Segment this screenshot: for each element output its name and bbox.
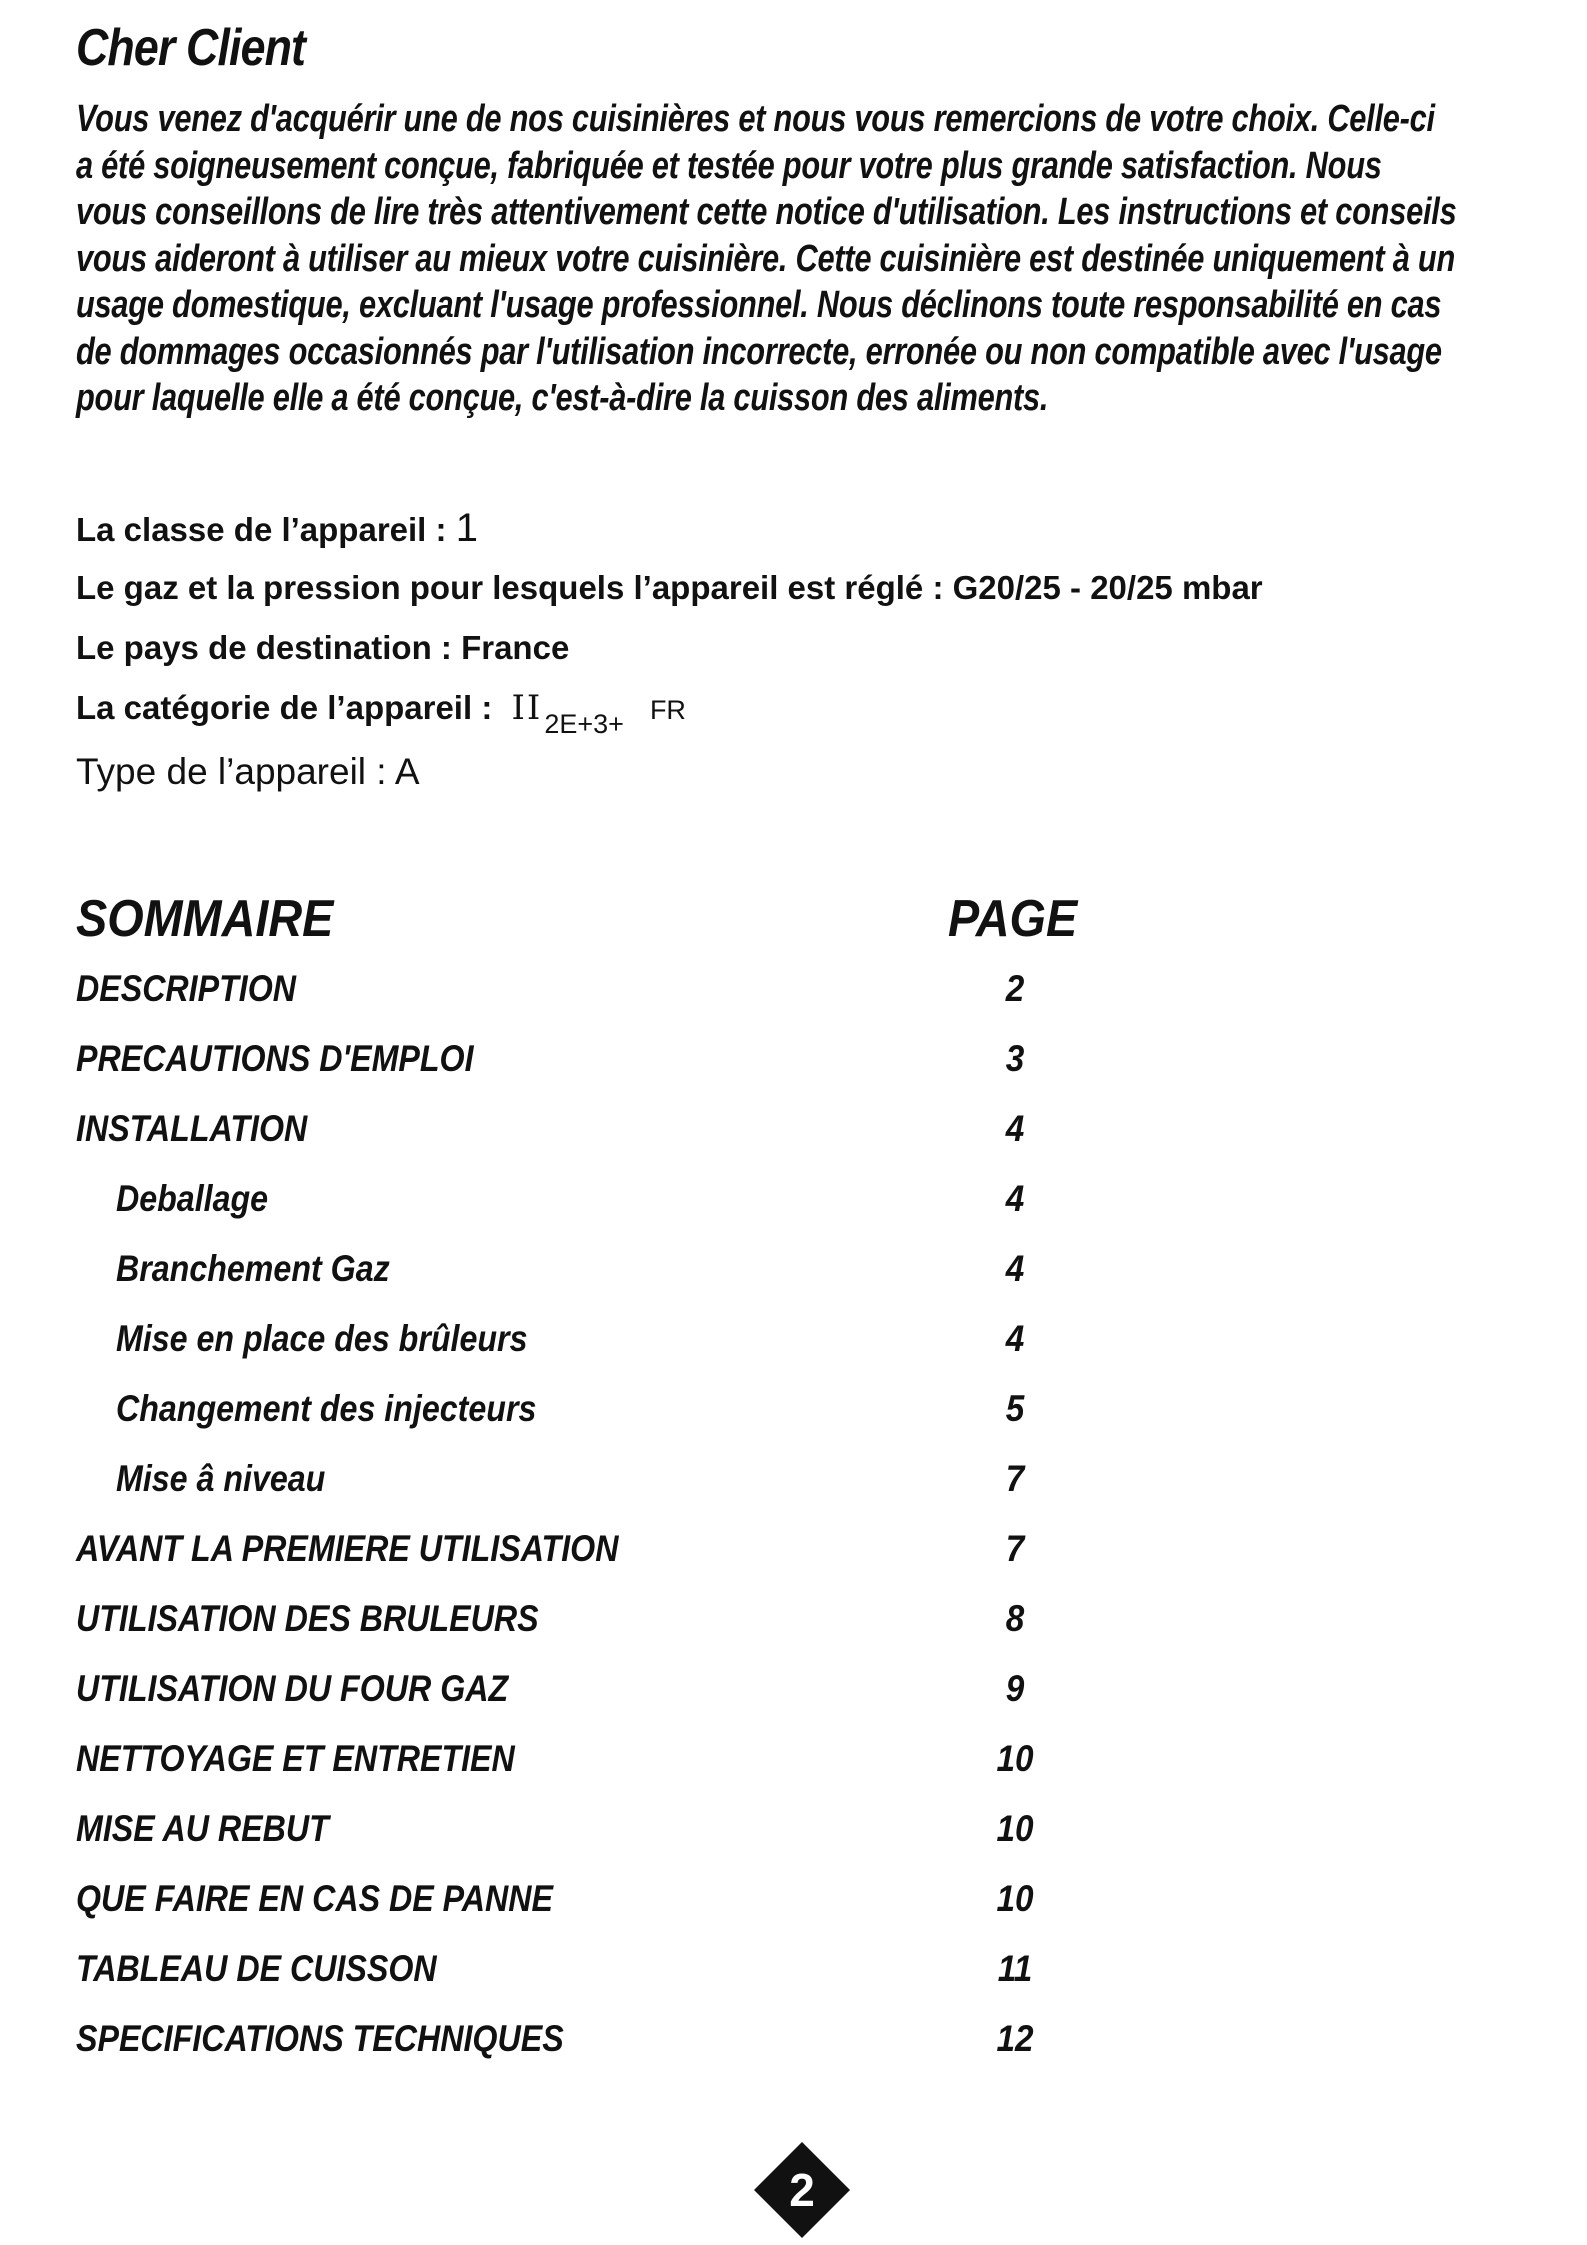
page-number: 2 [789, 2164, 815, 2216]
spec-category-label: La catégorie de l’appareil : [76, 689, 502, 726]
toc-page-heading: PAGE [948, 890, 1078, 948]
toc-entry-label: UTILISATION DES BRULEURS [76, 1598, 539, 1639]
toc-subentry [76, 1304, 1076, 1374]
intro-paragraph [76, 96, 1556, 422]
spec-category [76, 678, 1476, 738]
appliance-specs [76, 498, 1476, 802]
toc-entry-label: Changement des injecteurs [116, 1388, 537, 1429]
spec-class [76, 498, 1476, 558]
toc-entry [76, 1514, 1076, 1584]
spec-category-country: FR [649, 695, 686, 725]
toc-subentry [76, 1444, 1076, 1514]
toc-entry-page: 10 [996, 1738, 1034, 1779]
spec-class-value: 1 [455, 506, 478, 550]
toc-entry-page: 10 [996, 1878, 1034, 1919]
toc-subentry [76, 1374, 1076, 1444]
toc-entry-label: NETTOYAGE ET ENTRETIEN [76, 1738, 515, 1779]
toc-entry-label: QUE FAIRE EN CAS DE PANNE [76, 1878, 553, 1919]
spec-gas-value: G20/25 - 20/25 mbar [952, 569, 1263, 606]
toc-entry-label: Mise â niveau [116, 1458, 326, 1499]
toc-entry [76, 1584, 1076, 1654]
toc-entry-label: SPECIFICATIONS TECHNIQUES [76, 2018, 564, 2059]
toc-subentry [76, 1234, 1076, 1304]
toc-entry-page: 7 [1005, 1528, 1025, 1569]
toc-heading: SOMMAIRE [76, 890, 334, 948]
toc-entry-page: 5 [1005, 1388, 1025, 1429]
toc-entry-page: 7 [1005, 1458, 1025, 1499]
greeting-title: Cher Client [76, 19, 306, 77]
toc-entry [76, 1934, 1076, 2004]
toc-header [76, 884, 1076, 954]
toc-entry-label: INSTALLATION [76, 1108, 308, 1149]
spec-category-mark: II [511, 688, 543, 728]
toc-entry-label: MISE AU REBUT [76, 1808, 329, 1849]
intro-line: vous conseillons de lire très attentivement cette notice d'utilisation. Les instructions et conseils [76, 191, 1457, 233]
intro-line: pour laquelle elle a été conçue, c'est-à-dire la cuisson des aliments. [76, 377, 1049, 419]
toc-entry-label: Deballage [116, 1178, 269, 1219]
spec-country [76, 618, 1476, 678]
toc-entry-page: 10 [996, 1808, 1034, 1849]
toc-entry-page: 8 [1005, 1598, 1025, 1639]
toc-entry [76, 1794, 1076, 1864]
toc-entry-label: Mise en place des brûleurs [116, 1318, 528, 1359]
toc-entry-label: DESCRIPTION [76, 968, 296, 1009]
toc-entry-page: 4 [1005, 1318, 1025, 1359]
intro-line: Vous venez d'acquérir une de nos cuisinières et nous vous remercions de votre choix. Celle-ci [76, 98, 1435, 140]
toc-subentry [76, 1164, 1076, 1234]
toc-entry-label: PRECAUTIONS D'EMPLOI [76, 1038, 474, 1079]
spec-gas-label: Le gaz et la pression pour lesquels l’appareil est réglé : [76, 569, 953, 606]
toc-entry-label: UTILISATION DU FOUR GAZ [76, 1668, 509, 1709]
toc-entry [76, 2004, 1076, 2074]
toc-entry [76, 1024, 1076, 1094]
toc-entry-page: 4 [1005, 1108, 1025, 1149]
toc-entry-page: 9 [1005, 1668, 1025, 1709]
intro-line: de dommages occasionnés par l'utilisation incorrecte, erronée ou non compatible avec l'usage [76, 330, 1442, 373]
spec-class-label: La classe de l’appareil : [76, 511, 456, 548]
spec-gas [76, 558, 1476, 618]
table-of-contents [76, 884, 1076, 2074]
intro-line: usage domestique, excluant l'usage professionnel. Nous déclinons toute responsabilité en cas [76, 284, 1442, 326]
toc-entry [76, 1724, 1076, 1794]
spec-category-sub: 2E+3+ [544, 709, 624, 739]
toc-entry [76, 1094, 1076, 1164]
toc-entry-page: 2 [1005, 968, 1025, 1009]
page-number-badge [752, 2140, 852, 2240]
toc-entry-page: 12 [996, 2018, 1034, 2059]
toc-entry-page: 4 [1005, 1178, 1025, 1219]
intro-line: a été soigneusement conçue, fabriquée et testée pour votre plus grande satisfaction. Nous [76, 144, 1382, 187]
spec-type: Type de l’appareil : A [76, 751, 420, 792]
toc-entry-page: 11 [997, 1948, 1033, 1989]
toc-entry [76, 1654, 1076, 1724]
spec-country-label: Le pays de destination : [76, 629, 462, 666]
toc-entry-page: 4 [1005, 1248, 1025, 1289]
toc-entry-label: Branchement Gaz [116, 1248, 390, 1289]
toc-entry-label: AVANT LA PREMIERE UTILISATION [76, 1528, 619, 1569]
intro-line: vous aideront à utiliser au mieux votre cuisinière. Cette cuisinière est destinée uniquement à un [76, 237, 1456, 280]
toc-entry-page: 3 [1005, 1038, 1025, 1079]
spec-country-value: France [461, 629, 570, 666]
toc-entry [76, 1864, 1076, 1934]
toc-entry [76, 954, 1076, 1024]
toc-entry-label: TABLEAU DE CUISSON [76, 1948, 437, 1989]
